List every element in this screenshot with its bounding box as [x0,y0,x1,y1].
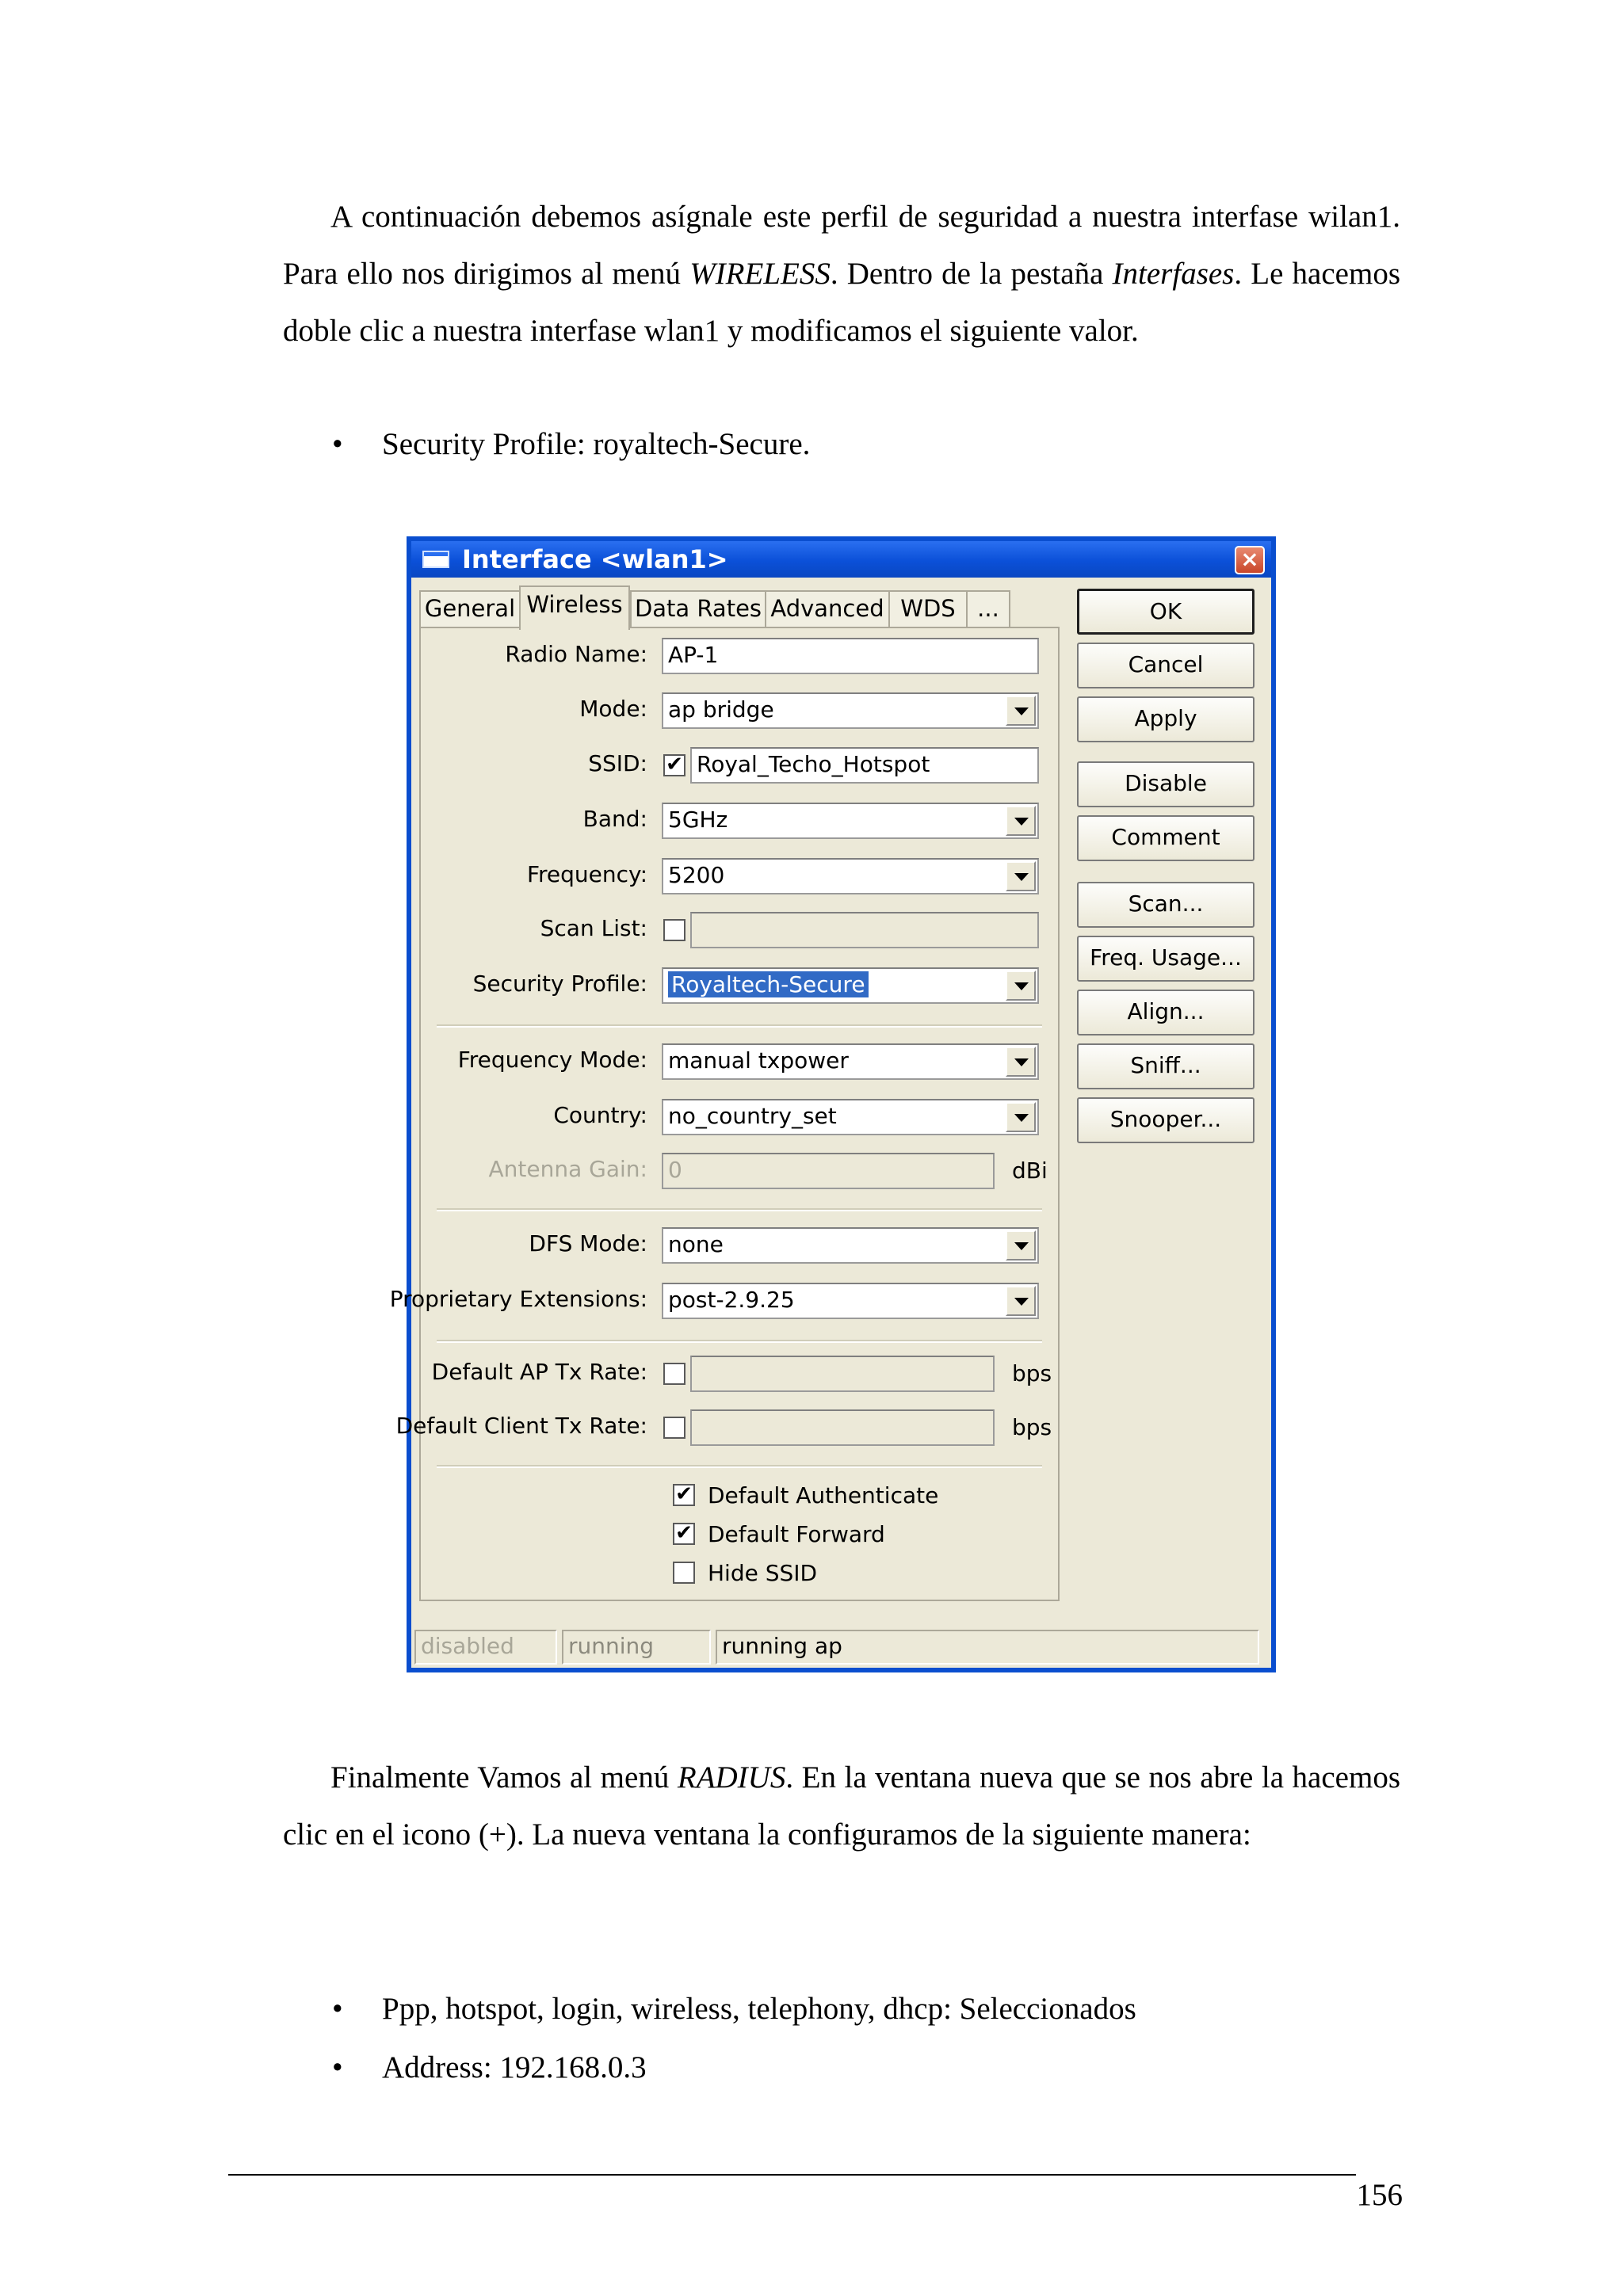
default-ap-tx-rate-checkbox[interactable] [663,1363,685,1385]
antenna-gain-unit: dBi [1012,1158,1048,1184]
default-ap-tx-rate-unit: bps [1012,1360,1052,1386]
band-label: Band: [582,806,647,832]
scan-list-input[interactable] [690,912,1039,948]
status-bar [414,1630,1268,1665]
interface-dialog [389,536,1276,1672]
row-radio-name [421,635,1058,677]
dropdown-arrow-icon[interactable] [1006,971,1036,1001]
dialog-client-area [389,578,1271,1668]
intro-menu-wireless: WIRELESS [689,257,831,291]
default-forward-label: Default Forward [708,1521,885,1547]
dialog-title: Interface <wlan1> [462,544,728,574]
hide-ssid-checkbox[interactable] [673,1562,695,1584]
sniff-button[interactable]: Sniff... [1077,1043,1254,1089]
country-value: no_country_set [668,1103,837,1129]
tab-more[interactable]: ... [966,590,1010,627]
security-profile-select[interactable] [662,967,1039,1004]
default-authenticate-checkbox[interactable]: ✔ [673,1484,695,1506]
status-running: running [562,1630,711,1665]
tab-wds[interactable]: WDS [888,590,968,627]
mode-value: ap bridge [668,696,774,723]
outro-paragraph [283,1749,1400,1863]
dfs-mode-select[interactable] [662,1227,1039,1264]
dropdown-arrow-icon[interactable] [1006,1286,1036,1316]
mode-label: Mode: [579,696,647,722]
divider [437,1208,1042,1211]
default-ap-tx-rate-label: Default AP Tx Rate: [431,1359,647,1385]
row-dfs-mode [421,1224,1058,1267]
radio-name-label: Radio Name: [505,641,647,667]
row-proprietary-extensions [389,1280,1058,1322]
bullet-dot: • [332,427,343,461]
status-disabled: disabled [414,1630,557,1665]
bullet-dot: • [332,2050,343,2084]
disable-button[interactable]: Disable [1077,761,1254,807]
wireless-panel [389,627,1060,1601]
default-ap-tx-rate-input[interactable] [690,1356,995,1392]
row-scan-list [421,909,1058,952]
frequency-value: 5200 [668,862,725,888]
default-client-tx-rate-unit: bps [1012,1414,1052,1440]
antenna-gain-input[interactable]: 0 [662,1153,995,1189]
bullet-list-1 [283,415,1400,474]
row-mode [421,689,1058,732]
proprietary-extensions-label: Proprietary Extensions: [389,1286,647,1312]
dropdown-arrow-icon[interactable] [1006,696,1036,726]
default-client-tx-rate-input[interactable] [690,1409,995,1446]
country-select[interactable] [662,1099,1039,1135]
close-button[interactable]: × [1235,546,1265,574]
row-security-profile [421,964,1058,1007]
dropdown-arrow-icon[interactable] [1006,806,1036,836]
dropdown-arrow-icon[interactable] [1006,1230,1036,1261]
proprietary-extensions-value: post-2.9.25 [668,1287,795,1313]
row-frequency-mode [421,1040,1058,1083]
divider [437,1024,1042,1028]
intro-text-2: . Dentro de la pestaña [830,257,1113,291]
scan-list-checkbox[interactable] [663,919,685,941]
band-select[interactable] [662,803,1039,839]
dialog-titlebar[interactable] [411,541,1271,578]
list-item-text: Address: 192.168.0.3 [382,2050,647,2084]
list-item [283,2039,1400,2097]
frequency-select[interactable] [662,858,1039,894]
row-antenna-gain [421,1150,1058,1192]
dropdown-arrow-icon[interactable] [1006,1047,1036,1077]
list-item-text: Ppp, hotspot, login, wireless, telephony, dhcp: Seleccionados [382,1992,1136,2026]
country-label: Country: [553,1102,647,1128]
frequency-label: Frequency: [526,861,647,887]
tab-general[interactable]: General [419,590,521,627]
footer-rule [228,2174,1356,2176]
scan-button[interactable]: Scan... [1077,882,1254,928]
freq-usage-button[interactable]: Freq. Usage... [1077,936,1254,982]
ssid-label: SSID: [588,750,647,776]
comment-button[interactable]: Comment [1077,815,1254,861]
dropdown-arrow-icon[interactable] [1006,861,1036,891]
page-number: 156 [1356,2178,1403,2212]
bullet-dot: • [332,1992,343,2026]
ssid-input[interactable]: Royal_Techo_Hotspot [690,747,1039,784]
row-band [421,799,1058,842]
dropdown-arrow-icon[interactable] [1006,1102,1036,1132]
intro-text-3: . Le hacemos doble clic a nuestra interfase wlan1 y modificamos el siguiente valor. [283,257,1400,348]
security-profile-value: Royaltech-Secure [668,971,869,997]
list-item [283,1980,1400,2039]
default-authenticate-label: Default Authenticate [708,1482,939,1508]
bullet-list-2 [283,1980,1400,2097]
radio-name-input[interactable]: AP-1 [662,638,1039,674]
ok-button[interactable]: OK [1077,589,1254,635]
frequency-mode-value: manual txpower [668,1047,849,1074]
row-default-client-tx-rate [395,1406,1058,1449]
divider [437,1340,1042,1343]
snooper-button[interactable]: Snooper... [1077,1097,1254,1143]
proprietary-extensions-select[interactable] [662,1283,1039,1319]
band-value: 5GHz [668,807,728,833]
intro-text-1: A continuación debemos asígnale este perfil de seguridad a nuestra interfase wilan1. Para ello nos dirigimos al menú [283,200,1400,291]
row-frequency [421,855,1058,898]
cancel-button[interactable]: Cancel [1077,643,1254,688]
tab-wireless[interactable]: Wireless [519,585,630,630]
scan-list-label: Scan List: [540,915,647,941]
window-icon [422,551,449,568]
outro-text-1: Finalmente Vamos al menú [330,1760,678,1794]
intro-tab-interfases: Interfases [1112,257,1235,291]
mode-select[interactable] [662,692,1039,729]
hide-ssid-label: Hide SSID [708,1560,818,1586]
row-ssid [421,744,1058,787]
default-client-tx-rate-checkbox[interactable] [663,1417,685,1439]
frequency-mode-label: Frequency Mode: [457,1047,647,1073]
intro-paragraph [283,189,1400,360]
outro-menu-radius: RADIUS [677,1760,786,1794]
tab-advanced[interactable]: Advanced [765,590,890,627]
align-button[interactable]: Align... [1077,990,1254,1035]
row-country [421,1096,1058,1138]
dfs-mode-value: none [668,1231,724,1257]
default-forward-checkbox[interactable]: ✔ [673,1523,695,1545]
list-item [283,415,1400,474]
antenna-gain-label: Antenna Gain: [488,1156,647,1182]
frequency-mode-select[interactable] [662,1043,1039,1080]
security-profile-label: Security Profile: [472,971,647,997]
divider [437,1465,1042,1468]
outro-text-2: . En la ventana nueva que se nos abre la hacemos clic en el icono (+). La nueva ventana la configuramos de la siguiente manera: [283,1760,1400,1852]
tab-data-rates[interactable]: Data Rates [630,590,766,627]
list-item-text: Security Profile: royaltech-Secure. [382,427,811,461]
ssid-checkbox[interactable]: ✔ [663,754,685,776]
default-client-tx-rate-label: Default Client Tx Rate: [395,1413,647,1439]
row-default-ap-tx-rate [421,1352,1058,1395]
dfs-mode-label: DFS Mode: [529,1230,647,1257]
apply-button[interactable]: Apply [1077,696,1254,742]
status-running-ap: running ap [716,1630,1259,1665]
